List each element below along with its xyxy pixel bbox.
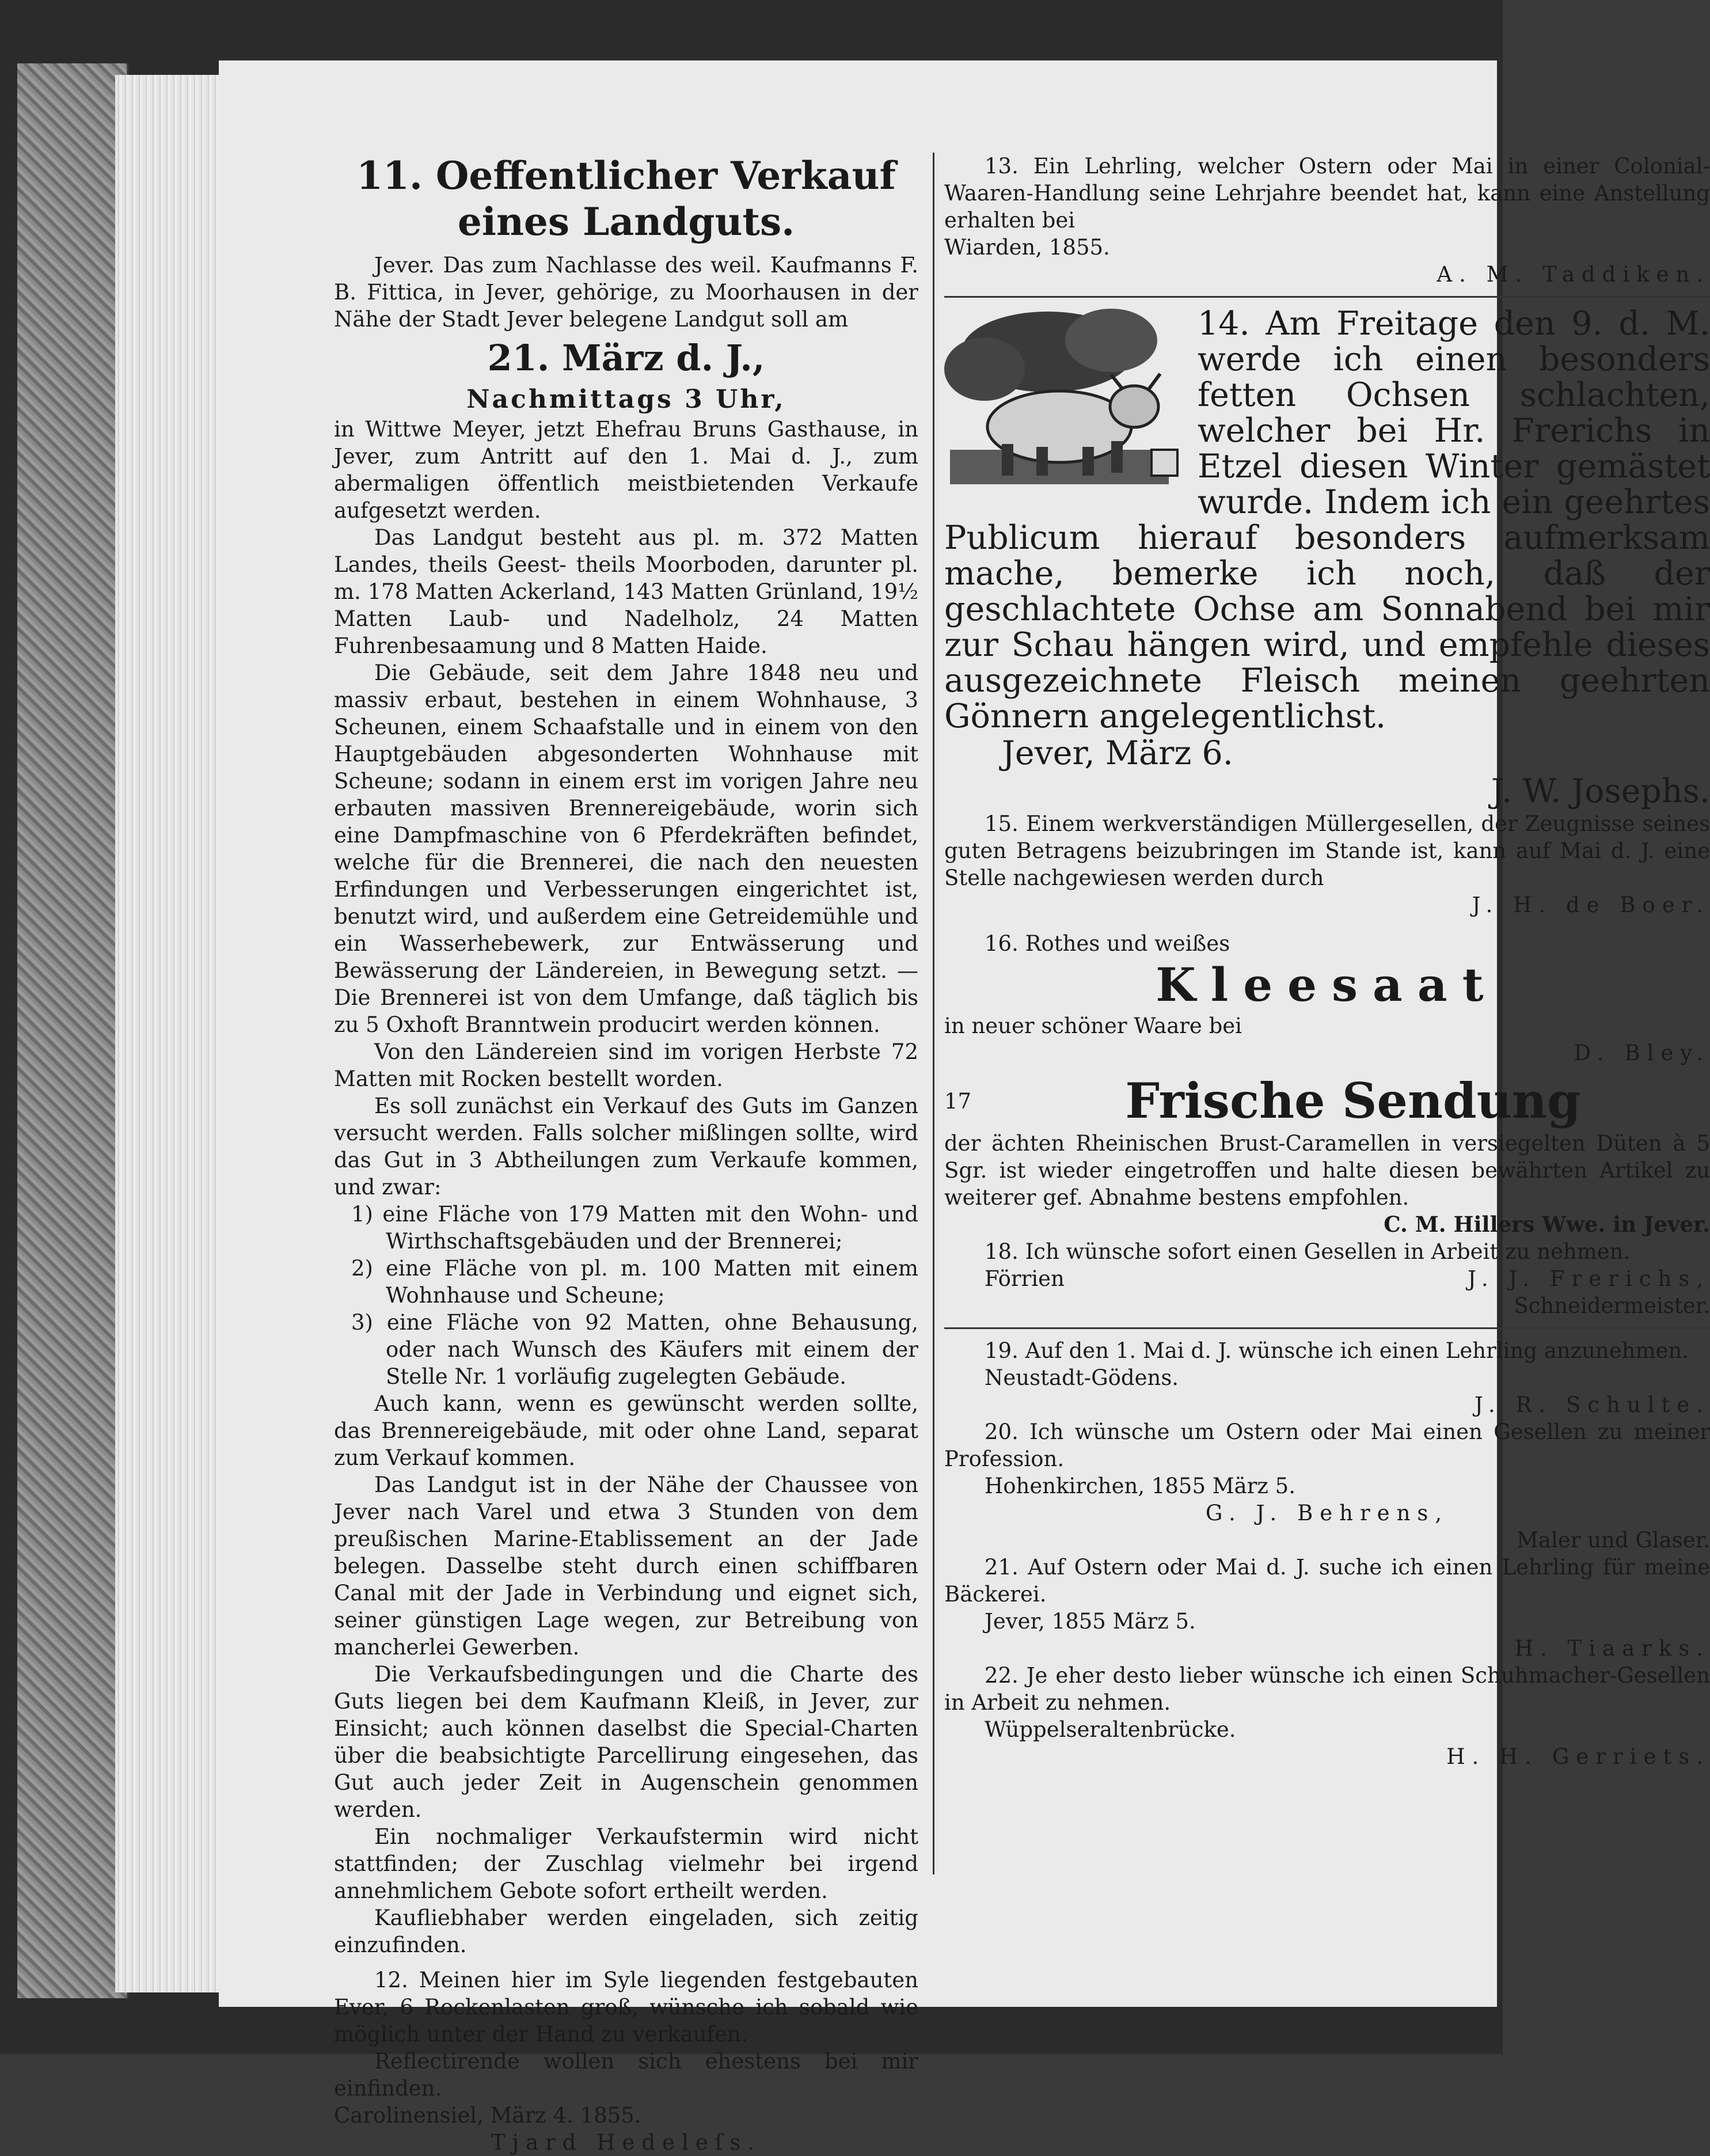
ad-11-paragraph: Die Verkaufsbedingungen und die Charte des Guts liegen bei dem Kaufmann Kleiß, in Jever, zur Einsicht; auch können daselbst die Special-Charten über die beabsichtigte Parcellirung eingesehen, das Gut auch jeder Zeit in Augenschein genommen werden.	[334, 1662, 918, 1822]
ad-17-header	[944, 1072, 1710, 1130]
book-cover-marbled	[17, 63, 128, 1998]
column-divider	[933, 153, 934, 1874]
ad-17-text: der ächten Rheinischen Brust-Caramellen in versiegelten Düten à 5 Sgr. ist wieder eingetroffen und halte diesen bewährten Artikel zu weiterer gef. Abnahme bestens empfohlen.	[944, 1131, 1710, 1210]
ad-14-signature: J. W. Josephs.	[1491, 772, 1710, 810]
ad-11-place: in Wittwe Meyer, jetzt Ehefrau Bruns Gasthause, in Jever, zum Antritt auf den 1. Mai d. J., zum abermaligen öffentlich meistbietenden Verkaufe aufgesetzt werden.	[334, 417, 918, 523]
ad-11-paragraph: Die Gebäude, seit dem Jahre 1848 neu und massiv erbaut, bestehen in einem Wohnhause, 3 Scheunen, einem Schaafstalle und in einem von den Hauptgebäuden abgesonderten Wohnhause mit Scheune; sodann in einem erst im vorigen Jahre neu erbauten massiven Brennereigebäude, worin sich eine Dampfmaschine von 6 Pferdekräften befindet, welche für die Brennerei, die nach den neuesten Erfindungen und Verbesserungen eingerichtet ist, benutzt wird, und außerdem eine Getreidemühle und ein Wasserhebewerk, zur Entwässerung und Bewässerung der Ländereien, in Bewegung setzt. — Die Brennerei ist von dem Umfange, daß täglich bis zu 5 Oxhoft Branntwein producirt werden können.	[334, 661, 918, 1037]
ad-14-text: 14. Am Freitage den 9. d. M. werde ich einen besonders fetten Ochsen schlachten, welcher bei Hr. Frerichs in Etzel diesen Winter gemästet wurde. Indem ich ein geehrtes Publicum hierauf besonders aufmerksam mache, bemerke ich noch, daß der geschlachtete Ochse am Sonnabend bei mir zur Schau hängen wird, und empfehle dieses ausgezeichnete Fleisch meinen geehrten Gönnern angelegentlichst.	[944, 305, 1710, 735]
ox-woodcut-illustration	[938, 306, 1186, 496]
ad-12-text: 12. Meinen hier im Syle liegenden festgebauten Ever, 6 Rockenlasten groß, wünsche ich sobald wie möglich unter der Hand zu verkaufen.	[334, 1968, 918, 2047]
ad-14-place: Jever, März 6.	[1002, 734, 1233, 772]
ad-17-signature: C. M. Hillers Wwe. in Jever.	[1384, 1212, 1710, 1237]
ad-16-signature: D. Bley.	[1574, 1041, 1710, 1065]
ad-22-signature: H. H. Gerriets.	[1446, 1744, 1710, 1769]
ad-11-title: 11. Oeffentlicher Verkauf eines Landguts.	[356, 153, 896, 244]
ad-19-signature: J. R. Schulte.	[1475, 1392, 1710, 1417]
ad-15-signature: J. H. de Boer.	[1472, 893, 1710, 917]
ad-13-place: Wiarden, 1855.	[944, 235, 1110, 260]
ad-17-title: Frische Sendung	[1125, 1072, 1581, 1129]
right-column	[944, 153, 1710, 1770]
ad-20-title: Maler und Glaser.	[1517, 1528, 1710, 1553]
divider	[944, 1327, 1710, 1329]
ad-16-text: in neuer schöner Waare bei	[944, 1014, 1242, 1038]
ad-21-text: 21. Auf Ostern oder Mai d. J. suche ich einen Lehrling für meine Bäckerei.	[944, 1555, 1710, 1607]
ad-11-paragraph: Auch kann, wenn es gewünscht werden sollte, das Brennereigebäude, mit oder ohne Land, separat zum Verkauf kommen.	[334, 1391, 918, 1470]
ad-11-list	[334, 1201, 918, 1390]
ad-16-text: 16. Rothes und weißes	[985, 931, 1230, 956]
ad-22-place: Wüppelseraltenbrücke.	[985, 1717, 1236, 1742]
ad-22-text: 22. Je eher desto lieber wünsche ich einen Schuhmacher-Gesellen in Arbeit zu nehmen.	[944, 1663, 1710, 1715]
ad-15-text: 15. Einem werkverständigen Müllergesellen, der Zeugnisse seines guten Betragens beizubringen im Stande ist, kann auf Mai d. J. eine Stelle nachgewiesen werden durch	[944, 811, 1710, 890]
left-column	[334, 153, 918, 2156]
ad-13-text: 13. Ein Lehrling, welcher Ostern oder Mai in einer Colonial-Waaren-Handlung seine Lehrjahre beendet hat, kann eine Anstellung erhalten bei	[944, 154, 1710, 233]
list-item: 1) eine Fläche von 179 Matten mit den Wohn- und Wirthschaftsgebäuden und der Brennerei;	[351, 1202, 918, 1254]
ad-11-paragraph: Kaufliebhaber werden eingeladen, sich zeitig einzufinden.	[334, 1906, 918, 1957]
ad-18-place: Förrien	[985, 1266, 1065, 1291]
ad-11-paragraph: Ein nochmaliger Verkaufstermin wird nicht stattfinden; der Zuschlag vielmehr bei irgend annehmlichem Gebote sofort ertheilt werden.	[334, 1824, 918, 1903]
ad-11-paragraph: Von den Ländereien sind im vorigen Herbste 72 Matten mit Rocken bestellt worden.	[334, 1039, 918, 1091]
ad-12-signature: Tjard Hedeleſs.	[491, 2130, 762, 2155]
ad-11-paragraph: Das Landgut ist in der Nähe der Chaussee von Jever nach Varel und etwa 3 Stunden von dem preußischen Marine-Etablissement an der Jade belegen. Dasselbe steht durch einen schiffbaren Canal mit der Jade in Verbindung und eignet sich, seiner günstigen Lage wegen, zur Betreibung von mancherlei Gewerben.	[334, 1472, 918, 1660]
ad-12-place: Carolinensiel, März 4. 1855.	[334, 2103, 641, 2128]
ad-16-kleesaat: Kleesaat	[1156, 958, 1499, 1012]
ad-21-place: Jever, 1855 März 5.	[985, 1609, 1196, 1634]
divider	[944, 296, 1710, 298]
ad-17-number: 17	[944, 1088, 972, 1114]
ad-18-title: Schneidermeister.	[1514, 1293, 1710, 1318]
ad-11-intro: Jever. Das zum Nachlasse des weil. Kaufmanns F. B. Fittica, in Jever, gehörige, zu Moorhausen in der Nähe der Stadt Jever belegene Landgut soll am	[334, 253, 918, 332]
ad-19-text: 19. Auf den 1. Mai d. J. wünsche ich einen Lehrling anzunehmen.	[985, 1338, 1689, 1363]
ad-11-time: Nachmittags 3 Uhr,	[466, 385, 786, 414]
ad-21-signature: H. Tiaarks.	[1514, 1636, 1710, 1661]
ad-18-footer	[944, 1265, 1710, 1292]
newspaper-page	[219, 60, 1710, 2155]
ad-12-text: Reflectirende wollen sich ehestens bei mir einfinden.	[334, 2049, 918, 2101]
list-item: 2) eine Fläche von pl. m. 100 Matten mit einem Wohnhause und Scheune;	[351, 1256, 918, 1308]
ad-20-signature: G. J. Behrens,	[1205, 1501, 1449, 1525]
ad-18-signature: J. J. Frerichs,	[1467, 1266, 1710, 1291]
ad-20-place: Hohenkirchen, 1855 März 5.	[985, 1474, 1295, 1498]
ad-13-signature: A. M. Taddiken.	[1437, 262, 1710, 287]
ad-20-text: 20. Ich wünsche um Ostern oder Mai einen Gesellen zu meiner Profession.	[944, 1419, 1710, 1471]
ad-14	[944, 306, 1710, 810]
ad-18-text: 18. Ich wünsche sofort einen Gesellen in Arbeit zu nehmen.	[985, 1239, 1631, 1264]
list-item: 3) eine Fläche von 92 Matten, ohne Behausung, oder nach Wunsch des Käufers mit einem der Stelle Nr. 1 vorläufig zugelegten Gebäude.	[351, 1310, 918, 1389]
ad-19-place: Neustadt-Gödens.	[985, 1365, 1179, 1390]
page-edges	[115, 75, 225, 1992]
ad-11-date: 21. März d. J.,	[487, 337, 765, 379]
ad-11-paragraph: Das Landgut besteht aus pl. m. 372 Matten Landes, theils Geest- theils Moorboden, darunter pl. m. 178 Matten Ackerland, 143 Matten Grünland, 19½ Matten Laub- und Nadelholz, 24 Matten Fuhrenbesaamung und 8 Matten Haide.	[334, 525, 918, 658]
ad-11-paragraph: Es soll zunächst ein Verkauf des Guts im Ganzen versucht werden. Falls solcher mißlingen sollte, wird das Gut in 3 Abtheilungen zum Verkaufe kommen, und zwar:	[334, 1094, 918, 1200]
